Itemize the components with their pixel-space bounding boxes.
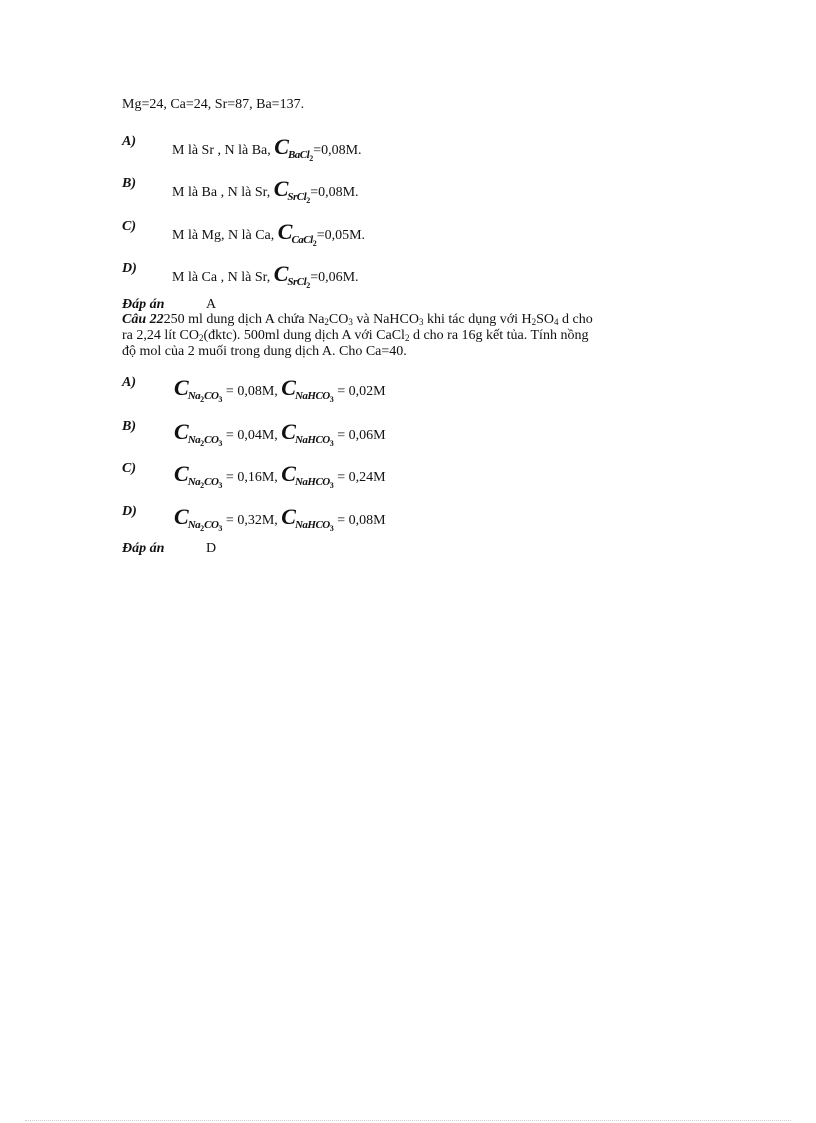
concentration-symbol: $C_{SrCl2}$: [273, 261, 311, 290]
q22-title: Câu 22: [122, 312, 164, 327]
concentration-symbol: $C_{NaHCO3}$: [281, 419, 334, 448]
option-label: D): [122, 261, 137, 276]
intro-line: Mg=24, Ca=24, Sr=87, Ba=137.: [122, 97, 305, 112]
option-text: M là Sr , N là Ba, $C_{BaCl2}=0,08M$.: [172, 134, 362, 163]
q21-answer-value: A: [206, 297, 217, 312]
q22-question: Câu 22250 ml dung dịch A chứa $Na_2CO_3$ và NaHCO$_3$ khi tác dụng với $H_2SO_4$ d cho ra 2,24 lít $CO_2(đktc)$. 500ml dung dịch A với CaCl$_2$ d cho ra 16g kết tủa. Tính nồng độ mol của 2 muối trong dung dịch A. Cho Ca=40.: [122, 312, 593, 359]
option-value: =0,06M.: [310, 270, 359, 285]
concentration-symbol: $C_{NaHCO3}$: [281, 375, 334, 404]
option-text: $C_{Na2CO3} = 0,32M$, $C_{NaHCO3} = 0,08M$: [174, 504, 386, 533]
option-value: =0,05M.: [316, 228, 366, 243]
page-bottom-border: [25, 1120, 791, 1121]
option-value: =0,08M.: [313, 143, 362, 158]
option-label: B): [122, 176, 136, 191]
option-text: $C_{Na2CO3} = 0,08M$, $C_{NaHCO3} = 0,02M$: [174, 375, 386, 404]
option-text: M là Ba , N là Sr, $C_{SrCl2}=0,08M$.: [172, 176, 359, 205]
concentration-symbol: $C_{Na2CO3}$: [174, 419, 223, 448]
concentration-symbol: $C_{Na2CO3}$: [174, 375, 223, 404]
option-label: C): [122, 461, 136, 476]
option-label: A): [122, 375, 136, 390]
option-label: A): [122, 134, 136, 149]
concentration-symbol: $C_{NaHCO3}$: [281, 504, 334, 533]
concentration-symbol: $C_{NaHCO3}$: [281, 461, 334, 490]
q22-answer-value: D: [206, 541, 217, 556]
option-value: =0,08M.: [310, 185, 359, 200]
option-text: $C_{Na2CO3} = 0,04M$, $C_{NaHCO3} = 0,06M$: [174, 419, 386, 448]
concentration-symbol: $C_{SrCl2}$: [273, 176, 311, 205]
option-label: D): [122, 504, 137, 519]
concentration-symbol: $C_{BaCl2}$: [274, 134, 314, 163]
option-label: C): [122, 219, 136, 234]
q21-answer-label: Đáp án: [122, 297, 165, 312]
option-text: M là Ca , N là Sr, $C_{SrCl2}=0,06M$.: [172, 261, 359, 290]
option-text: M là Mg, N là Ca, $C_{CaCl2}=0,05M$.: [172, 219, 366, 248]
concentration-symbol: $C_{Na2CO3}$: [174, 461, 223, 490]
concentration-symbol: $C_{CaCl2}$: [277, 219, 317, 248]
q22-answer-label: Đáp án: [122, 541, 165, 556]
option-text: $C_{Na2CO3} = 0,16M$, $C_{NaHCO3} = 0,24M$: [174, 461, 386, 490]
option-label: B): [122, 419, 136, 434]
concentration-symbol: $C_{Na2CO3}$: [174, 504, 223, 533]
